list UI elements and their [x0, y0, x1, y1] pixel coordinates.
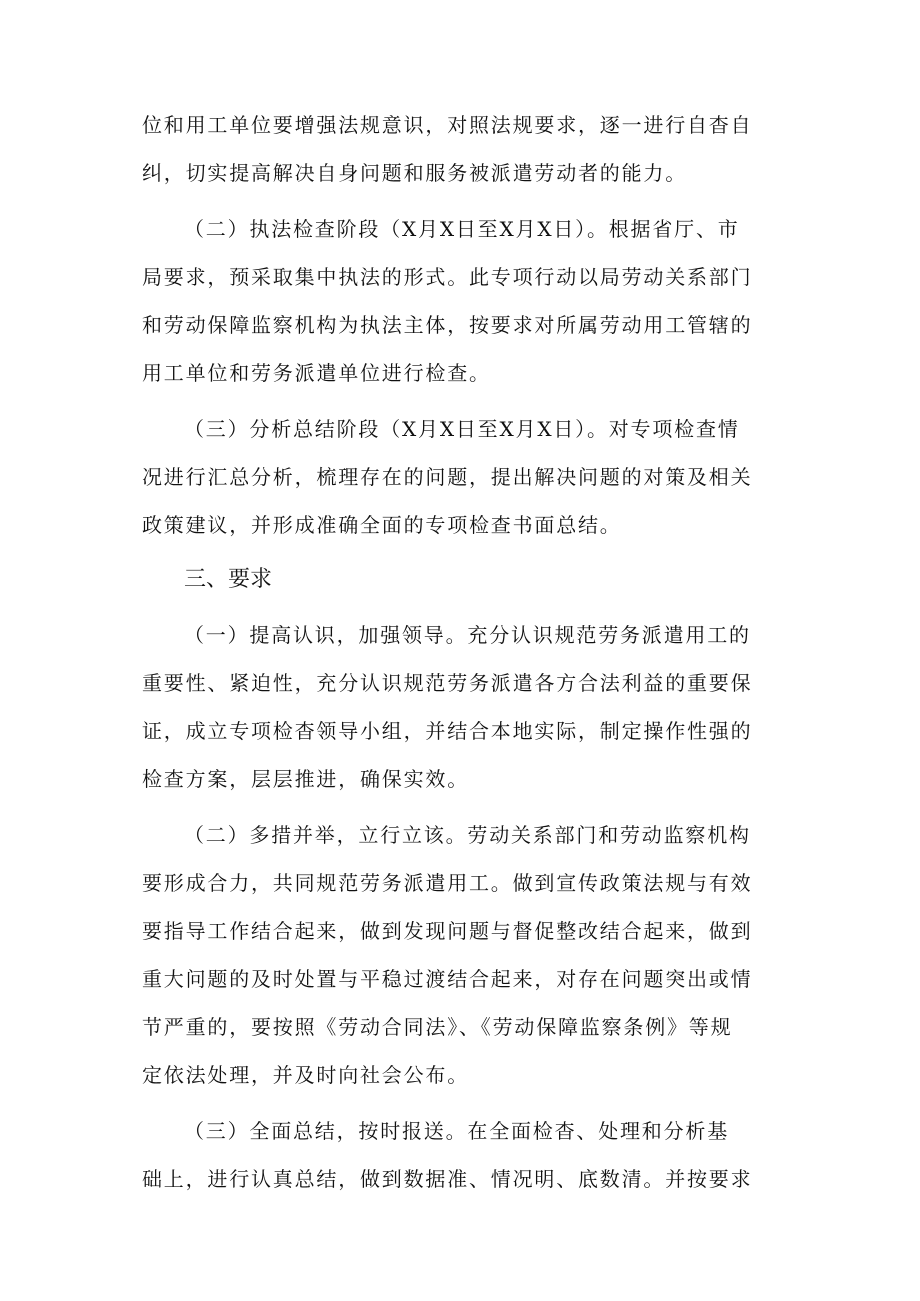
paragraph-requirement-3	[142, 1107, 782, 1203]
document-body	[142, 101, 782, 1211]
text-line: 节严重的，要按照《劳动合同法》、《劳动保障监察条例》等规	[142, 1015, 733, 1039]
text-line: 位和用工单位要增强法规意识，对照法规要求，逐一进行自杳自	[142, 113, 753, 137]
text-line: 证，成立专项检杳领导小组，并结合本地实际，制定操作性强的	[142, 719, 753, 743]
paragraph-continuation	[142, 101, 782, 197]
text-line: （二）多措并举，立行立该。劳动关系部门和劳动监察机构	[184, 823, 751, 847]
paragraph-analysis-stage	[142, 405, 782, 549]
text-line: 础上，进行认真总结，做到数据准、情况明、底数清。并按要求	[142, 1167, 753, 1191]
text-line: （一）提高认识，加强领导。充分认识规范劳务派遣用工的	[184, 623, 751, 647]
text-line: 定依法处理，并及时向社会公布。	[142, 1063, 469, 1087]
text-line: （二）执法检查阶段（X月X日至X月X日）。根据省厅、市	[184, 217, 740, 241]
text-line: 检查方案，层层推进，确保实效。	[142, 767, 469, 791]
text-line: 用工单位和劳务派遣单位进行检查。	[142, 361, 491, 385]
section-heading: 三、要求	[184, 567, 273, 592]
text-line: 政策建议，并形成准确全面的专项检查书面总结。	[142, 513, 622, 537]
text-line: 重要性、紧迫性，充分认识规范劳务派遣各方合法利益的重要保	[142, 671, 753, 695]
text-line: 纠，切实提高解决自身问题和服务被派遣劳动者的能力。	[142, 161, 687, 185]
paragraph-requirement-1	[142, 611, 782, 803]
text-line: 和劳动保障监察机构为执法主体，按要求对所属劳动用工管辖的	[142, 313, 753, 337]
text-line: 要指导工作结合起来，做到发现问题与督促整改结合起来，做到	[142, 919, 753, 943]
text-line: （三）全面总结，按时报送。在全面检杳、处理和分析基	[184, 1119, 729, 1143]
text-line: 要形成合力，共同规范劳务派遣用工。做到宣传政策法规与有效	[142, 871, 753, 895]
paragraph-enforcement-stage	[142, 205, 782, 397]
paragraph-requirement-2	[142, 811, 782, 1099]
text-line: 局要求，预采取集中执法的形式。此专项行动以局劳动关系部门	[142, 265, 753, 289]
text-line: 重大问题的及时处置与平稳过渡结合起来，对存在问题突出或情	[142, 967, 753, 991]
text-line: 况进行汇总分析，梳理存在的问题，提出解决问题的对策及相关	[142, 465, 753, 489]
text-line: （三）分析总结阶段（X月X日至X月X日）。对专项检查情	[184, 417, 740, 441]
